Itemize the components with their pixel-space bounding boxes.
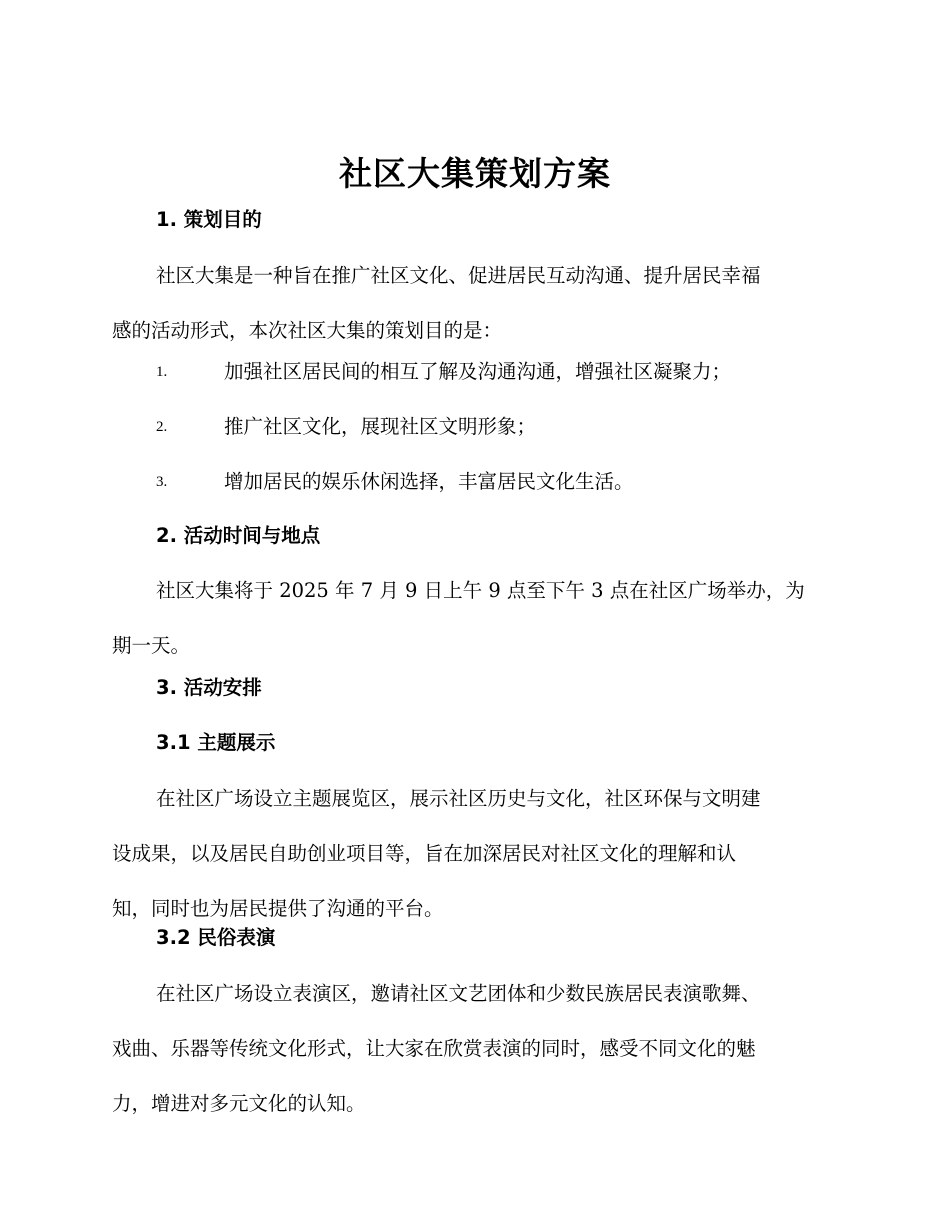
section-heading-1: 1. 策划目的 — [156, 208, 262, 231]
paragraph-line: 力，增进对多元文化的认知。 — [112, 1092, 366, 1115]
subsection-heading-3-2: 3.2 民俗表演 — [156, 926, 276, 949]
subsection-heading-3-1: 3.1 主题展示 — [156, 731, 276, 754]
paragraph-line: 在社区广场设立主题展览区，展示社区历史与文化，社区环保与文明建 — [156, 787, 761, 810]
paragraph-line: 在社区广场设立表演区，邀请社区文艺团体和少数民族居民表演歌舞、 — [156, 982, 761, 1005]
paragraph-line: 知，同时也为居民提供了沟通的平台。 — [112, 897, 444, 920]
paragraph-line: 社区大集是一种旨在推广社区文化、促进居民互动沟通、提升居民幸福 — [156, 264, 761, 287]
list-item-text: 增加居民的娱乐休闲选择，丰富居民文化生活。 — [224, 470, 634, 493]
document-title: 社区大集策划方案 — [339, 154, 611, 193]
paragraph-theme-display — [112, 771, 832, 936]
paragraph-line: 感的活动形式，本次社区大集的策划目的是： — [112, 319, 503, 342]
paragraph-purpose — [112, 248, 832, 358]
list-item — [156, 357, 836, 387]
list-item-number: 3. — [156, 474, 168, 490]
list-item-text: 推广社区文化，展现社区文明形象； — [224, 415, 537, 438]
paragraph-line: 期一天。 — [112, 634, 191, 657]
paragraph-line: 社区大集将于 2025 年 7 月 9 日上午 9 点至下午 3 点在社区广场举办，为 — [156, 579, 805, 602]
list-item — [156, 412, 836, 442]
paragraph-folk-performance — [112, 966, 832, 1131]
list-item-text: 加强社区居民间的相互了解及沟通沟通，增强社区凝聚力； — [224, 360, 732, 383]
list-item-number: 2. — [156, 419, 168, 435]
paragraph-line: 设成果，以及居民自助创业项目等，旨在加深居民对社区文化的理解和认 — [112, 842, 737, 865]
section-heading-2: 2. 活动时间与地点 — [156, 524, 321, 547]
list-item-number: 1. — [156, 364, 168, 380]
section-heading-3: 3. 活动安排 — [156, 676, 262, 699]
list-item — [156, 467, 836, 497]
paragraph-line: 戏曲、乐器等传统文化形式，让大家在欣赏表演的同时，感受不同文化的魅 — [112, 1037, 756, 1060]
paragraph-time-place — [112, 563, 832, 673]
